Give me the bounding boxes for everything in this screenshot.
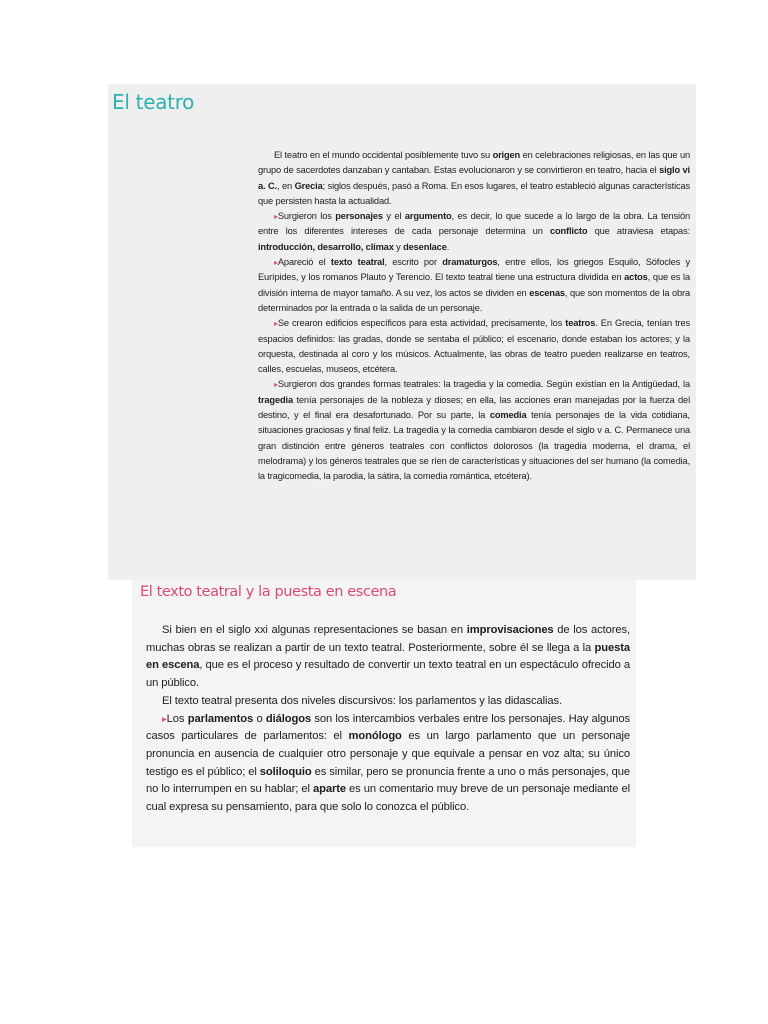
section-body-teatro [258, 148, 690, 485]
text-run: Surgieron los [277, 211, 336, 222]
text-run: Apareció el [277, 257, 331, 268]
text-run: tenía personajes de la vida cotidiana, situaciones graciosas y final feliz. La tragedia y la comedia cambiaron desde el siglo v a. C. Permanece una gran distinción entre géneros teatrales con conflictos dolorosos (la tragedia moderna, el drama, el melodrama) y los géneros teatrales que se ríen de características y situaciones del ser humano (la comedia, la tragicomedia, la parodia, la sátira, la comedia romántica, etcétera). [258, 410, 690, 482]
text-run: Se crearon edificios específicos para esta actividad, precisamente, los [277, 318, 566, 329]
text-run: El teatro en el mundo occidental posiblemente tuvo su [274, 150, 493, 160]
paragraph-parlamentos [146, 711, 630, 817]
section-body-texto-teatral [146, 622, 630, 817]
bold-term: origen [492, 150, 521, 160]
text-run: , que es el proceso y resultado de convertir un texto teatral en un espectáculo ofrecido a un público. [146, 659, 630, 690]
paragraph-niveles [146, 693, 630, 711]
text-run: de los actores, muchas obras se realizan a partir de un texto teatral. Posteriormente, sobre él se llega a la [146, 624, 631, 654]
text-run: , que es la división interna de mayor tamaño. A su vez, los actos se dividen en [258, 272, 690, 298]
section-subtitle: El texto teatral y la puesta en escena [140, 584, 397, 600]
text-run: es un comentario muy breve de un personaje mediante el cual expresa su pensamiento, para que solo lo conozca el público. [146, 783, 630, 814]
triangle-bullet-icon: ▸ [162, 713, 167, 725]
paragraph-texto-teatral [258, 255, 690, 316]
bold-term: improvisaciones [466, 624, 554, 636]
page-title: El teatro [112, 90, 195, 114]
text-run: o [253, 712, 266, 725]
triangle-bullet-icon: ▸ [274, 380, 278, 390]
bold-term: Grecia [294, 180, 323, 191]
text-run: , escrito por [384, 257, 443, 268]
text-run: tenía personajes de la nobleza y dioses; en ella, las acciones eran manejadas por la fuerza del destino, y el final era desafortunado. Por su parte, la [258, 394, 690, 421]
bold-term: conflicto [549, 226, 588, 237]
bold-term: desenlace [403, 241, 447, 252]
text-run: , entre ellos, los griegos Esquilo, Sófocles y Eurípides, y los romanos Plauto y Terencio. El texto teatral tiene una estructura dividida en [258, 257, 690, 283]
text-run: y el [382, 211, 405, 222]
triangle-bullet-icon: ▸ [274, 212, 278, 222]
text-run: . [446, 241, 450, 252]
paragraph-puesta-en-escena [146, 622, 630, 693]
bold-term: texto teatral [330, 257, 385, 268]
text-run: , que son momentos de la obra determinados por la entrada o la salida de un personaje. [258, 287, 690, 313]
bold-term: tragedia [258, 394, 293, 405]
bold-term: argumento [404, 211, 452, 222]
text-run: que atraviesa etapas: [587, 226, 690, 237]
bold-term: parlamentos [187, 712, 254, 725]
triangle-bullet-icon: ▸ [274, 258, 278, 268]
text-run: , es decir, lo que sucede a lo largo de la obra. La tensión entre los diferentes intereses de cada personaje determina un [258, 211, 691, 237]
bold-term: teatros [565, 318, 596, 329]
bold-term: dramaturgos [442, 257, 498, 268]
text-run: son los intercambios verbales entre los personajes. Hay algunos casos particulares de parlamentos: el [146, 712, 631, 743]
text-run: , en [277, 180, 295, 191]
text-run: y [393, 241, 404, 252]
bold-term: comedia [489, 410, 527, 421]
text-run: El texto teatral presenta dos niveles discursivos: los parlamentos y las didascalias. [162, 694, 563, 707]
bold-term: diálogos [265, 712, 312, 725]
bold-term: siglo vi a. C. [258, 165, 690, 191]
bold-term: aparte [312, 783, 346, 796]
bold-term: puesta en escena [146, 641, 630, 672]
text-run: Los [166, 712, 188, 725]
paragraph-personajes [258, 209, 690, 255]
bold-term: actos [624, 272, 648, 283]
triangle-bullet-icon: ▸ [274, 319, 278, 329]
paragraph-tragedia-comedia [258, 377, 690, 484]
text-run: es un largo parlamento que un personaje pronuncia en ausencia de cualquier otro personaje y que equivale a pensar en voz alta; su único testigo es el público; el [146, 730, 630, 778]
bold-term: monólogo [348, 730, 402, 743]
text-run: . En Grecia, tenían tres espacios definidos: las gradas, donde se sentaba el público; el escenario, donde estaban los actores; y la orquesta, destinada al coro y los músicos. Actualmente, las obras de teatro pueden realizarse en teatros, calles, escuelas, museos, etcétera. [258, 318, 691, 375]
paragraph-origen [258, 148, 690, 209]
text-run: ; siglos después, pasó a Roma. En esos lugares, el teatro estableció algunas características que persisten hasta la actualidad. [258, 180, 691, 206]
text-run: Surgieron dos grandes formas teatrales: la tragedia y la comedia. Según existían en la Antigüedad, la [277, 379, 690, 390]
text-run: Si bien en el siglo xxi algunas representaciones se basan en [162, 624, 467, 636]
text-run: en celebraciones religiosas, en las que un grupo de sacerdotes danzaban y cantaban. Estas evolucionaron y se convirtieron en teatro, hacia el [258, 150, 690, 176]
bold-term: introducción, desarrollo, clímax [258, 241, 394, 252]
text-run: es similar, pero se pronuncia frente a uno o más personajes, que no lo interrumpen en su hablar; el [146, 765, 630, 796]
bold-term: soliloquio [259, 765, 312, 778]
bold-term: escenas [529, 287, 565, 298]
bold-term: personajes [335, 211, 383, 222]
paragraph-teatros [258, 316, 690, 377]
